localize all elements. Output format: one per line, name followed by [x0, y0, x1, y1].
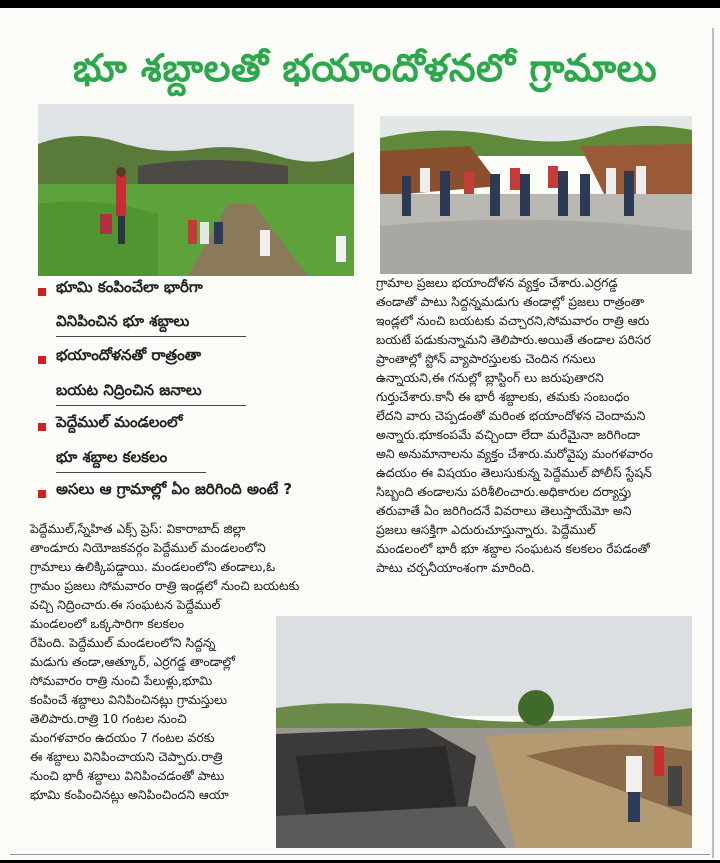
highlight-rule	[56, 472, 206, 473]
body-line: ఉదయం ఈ విషయం తెలుసుకున్న పెద్దేముల్ పోలీస్ స్టేషన్	[376, 465, 652, 480]
body-line: గుర్తుచేశారు.కానీ ఈ భారీ శబ్దాలకు, తమకు సంబంధం	[376, 389, 630, 404]
body-line: కంపించే శబ్దాలు వినిపించినట్లు గ్రామస్తులు	[30, 692, 228, 707]
body-line: వచ్చి నిద్రించారు.ఈ సంఘటన పెద్దేముల్	[30, 597, 221, 612]
left-column-narrow	[30, 614, 270, 804]
highlight-3-line1: పెద్దేముల్ మండలంలో	[56, 413, 183, 431]
body-line: ఈ శబ్దాలు వినిపించాయని చెప్పారు.రాత్రి	[30, 749, 223, 764]
bullet-marker	[38, 423, 46, 431]
body-line: తాండూరు నియోజకవర్గం పెద్దేముల్ మండలంలోని	[30, 540, 266, 555]
headline: భూ శబ్దాలతో భయాందోళనలో గ్రామాలు	[72, 46, 658, 90]
body-line: నుంచి భారీ శబ్దాలు వినిపించడంతో పాటు	[30, 768, 225, 783]
body-line: రేపింది. పెద్దేముల్ మండలంలోని సిద్దన్న	[30, 635, 216, 650]
bullet-marker	[38, 288, 46, 296]
highlight-rule	[56, 336, 246, 337]
body-line: సోమవారం రాత్రి నుంచి పేలుళ్లు,భూమి	[30, 673, 213, 688]
right-column	[376, 273, 694, 577]
highlight-2-line2: బయట నిద్రించిన జనాలు	[56, 381, 202, 399]
newspaper-clipping	[0, 8, 720, 860]
body-line: ప్రజలు ఆసక్తిగా ఎదురుచూస్తున్నారు. పెద్దేముల్	[376, 522, 596, 537]
body-line: తండాతో పాటు సిద్దన్నమడుగు తండాల్లో ప్రజలు రాత్రంతా	[376, 294, 645, 309]
highlight-rule	[56, 405, 246, 406]
body-line: మండలంలో ఒక్కసారిగా కలకలం	[30, 616, 185, 631]
body-line: పాటు చర్చనీయాంశంగా మారింది.	[376, 560, 535, 575]
body-line: ప్రాంతాల్లో స్టోన్ వ్యాపారస్తులకు చెందిన గనులు	[376, 351, 596, 366]
body-line: గ్రామాలు ఉలిక్కిపడ్డాయి. మండలంలోని తండాలు,ఓ	[30, 559, 276, 574]
body-line: పెద్దేముల్,స్నేహిత ఎక్స్ ప్రెస్: వికారాబాద్ జిల్లా	[30, 521, 246, 536]
body-line: ఉన్నాయని,ఈ గనుల్లో బ్లాస్టింగ్ లు జరుపుతారని	[376, 370, 604, 385]
bottom-rule	[10, 854, 710, 855]
body-line: బయటే పడుకున్నామని తెలిపారు.అయితే తండాల పరిసర	[376, 332, 651, 347]
highlight-3-line2: భూ శబ్దాల కలకలం	[56, 448, 168, 466]
left-column-wide	[30, 519, 350, 614]
body-line: మడుగు తండా,ఆత్కూర్, ఎర్రగడ్డ తాండాల్లో	[30, 654, 236, 669]
body-line: గ్రామం ప్రజలు సోమవారం రాత్రి ఇండ్లలో నుంచి బయటకు	[30, 578, 300, 593]
bullet-marker	[38, 490, 46, 498]
body-line: మంగళవారం ఉదయం 7 గంటల వరకు	[30, 730, 215, 745]
photo-stone-quarry	[276, 616, 692, 848]
page-edge-line	[712, 28, 714, 858]
highlight-1-line2: వినిపించిన భూ శబ్దాలు	[56, 312, 190, 330]
body-line: సిబ్బంది తండాలను పరిశీలించారు.అధికారుల దర్యాప్తు	[376, 484, 632, 499]
photo-villagers-field	[38, 104, 354, 276]
body-line: తరువాతే ఏం జరిగిందనే వివరాలు తెలుస్తాయేమో అని	[376, 503, 632, 518]
highlight-1-line1: భూమి కంపించేలా భారీగా	[56, 278, 203, 296]
body-line: గ్రామాల ప్రజలు భయాందోళన వ్యక్తం చేశారు.ఎర్రగడ్డ	[376, 275, 618, 290]
bullet-marker	[38, 356, 46, 364]
body-line: తెలిపారు.రాత్రి 10 గంటల నుంచి	[30, 711, 187, 726]
body-line: అని అనుమానాలను వ్యక్తం చేశారు.మరోవైపు మంగళవారం	[376, 446, 654, 461]
highlight-2-line1: భయాందోళనతో రాత్రంతా	[56, 346, 202, 364]
body-line: అన్నారు.భూకంపమే వచ్చిందా లేదా మరేమైనా జరిగిందా	[376, 427, 640, 442]
photo-group-at-quarry	[380, 116, 692, 274]
body-line: మండలంలో భారీ భూ శబ్దాల సంఘటన కలకలం రేపడంతో	[376, 541, 650, 556]
body-line: భూమి కంపించినట్లు అనిపించిందని ఆయా	[30, 787, 229, 802]
highlight-4-line1: అసలు ఆ గ్రామాల్లో ఏం జరిగింది అంటే ?	[56, 480, 293, 498]
body-line: లేదని వారు చెప్పడంతో మరింత భయాందోళన చెందామని	[376, 408, 646, 423]
body-line: ఇండ్లలో నుంచి బయటకు వచ్చారని,సోమవారం రాత్రి ఆరు	[376, 313, 650, 328]
